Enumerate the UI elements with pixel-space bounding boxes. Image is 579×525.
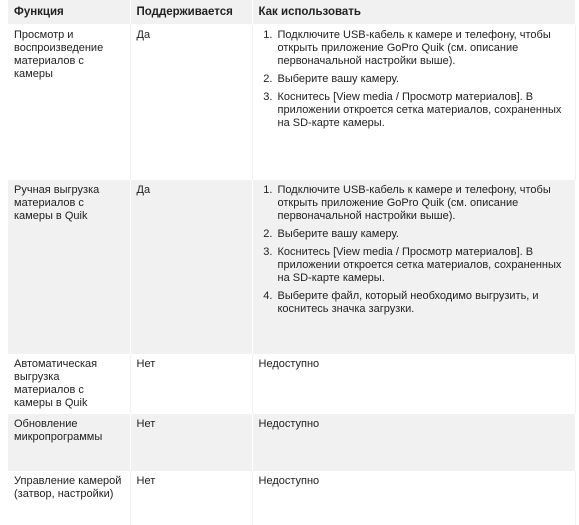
step-item: 2. Выберите вашу камеру. xyxy=(276,228,569,241)
supported-cell: Да xyxy=(130,180,252,354)
feature-cell: Просмотр и воспроизведение материалов с камеры xyxy=(8,25,130,181)
how-to-use-cell xyxy=(252,25,575,181)
feature-cell: Ручная выгрузка материалов с камеры в Quik xyxy=(8,180,130,354)
how-to-use-cell: Недоступно xyxy=(252,354,575,414)
table-row xyxy=(8,354,575,414)
supported-cell: Нет xyxy=(130,354,252,414)
supported-cell: Нет xyxy=(130,414,252,471)
how-to-use-cell xyxy=(252,180,575,354)
table-row xyxy=(8,25,575,181)
supported-cell: Да xyxy=(130,25,252,181)
step-item: 2. Выберите вашу камеру. xyxy=(276,73,569,86)
table-header-row xyxy=(8,0,575,25)
steps-list xyxy=(259,29,569,130)
step-item: 1. Подключите USB-кабель к камере и телефону, чтобы открыть приложение GoPro Quik (см. описание первоначальной настройки выше). xyxy=(276,184,569,223)
table-row xyxy=(8,471,575,525)
step-item: 1. Подключите USB-кабель к камере и телефону, чтобы открыть приложение GoPro Quik (см. описание первоначальной настройки выше). xyxy=(276,29,569,68)
table-row xyxy=(8,180,575,354)
feature-cell: Управление камерой (затвор, настройки) xyxy=(8,471,130,525)
step-item: 3. Коснитесь [View media / Просмотр материалов]. В приложении откроется сетка материалов, сохраненных на SD-карте камеры. xyxy=(276,246,569,285)
feature-cell: Автоматическая выгрузка материалов с камеры в Quik xyxy=(8,354,130,414)
header-supported: Поддерживается xyxy=(130,0,252,25)
step-item: 4. Выберите файл, который необходимо выгрузить, и коснитесь значка загрузки. xyxy=(276,290,569,316)
how-to-use-cell: Недоступно xyxy=(252,414,575,471)
header-how-to-use: Как использовать xyxy=(252,0,575,25)
table-row xyxy=(8,414,575,471)
step-item: 3. Коснитесь [View media / Просмотр материалов]. В приложении откроется сетка материалов, сохраненных на SD-карте камеры. xyxy=(276,91,569,130)
supported-cell: Нет xyxy=(130,471,252,525)
header-feature: Функция xyxy=(8,0,130,25)
steps-list xyxy=(259,184,569,316)
how-to-use-cell: Недоступно xyxy=(252,471,575,525)
feature-support-table xyxy=(8,0,576,525)
feature-cell: Обновление микропрограммы xyxy=(8,414,130,471)
